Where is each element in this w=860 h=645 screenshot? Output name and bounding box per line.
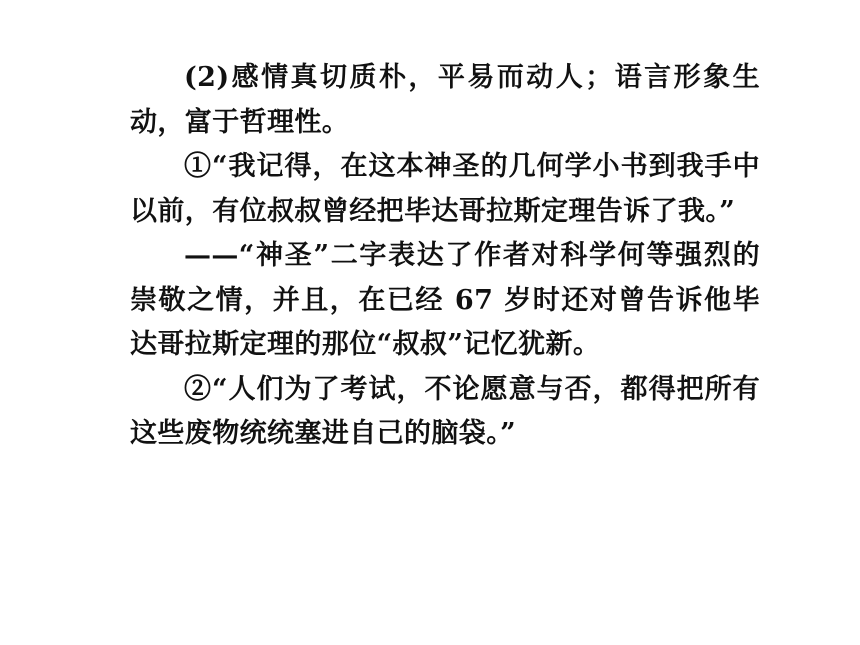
paragraph-quote-one: ①“我记得，在这本神圣的几何学小书到我手中以前，有位叔叔曾经把毕达哥拉斯定理告诉了我。” (130, 151, 760, 227)
paragraph-feature-summary: (2)感情真切质朴，平易而动人；语言形象生动，富于哲理性。 (130, 62, 760, 138)
text-body (130, 56, 760, 457)
paragraph-quote-two: ②“人们为了考试，不论愿意与否，都得把所有这些废物统统塞进自己的脑袋。” (130, 373, 760, 449)
paragraph-analysis: ——“神圣”二字表达了作者对科学何等强烈的崇敬之情，并且，在已经 67 岁时还对曾告诉他毕达哥拉斯定理的那位“叔叔”记忆犹新。 (130, 240, 760, 360)
